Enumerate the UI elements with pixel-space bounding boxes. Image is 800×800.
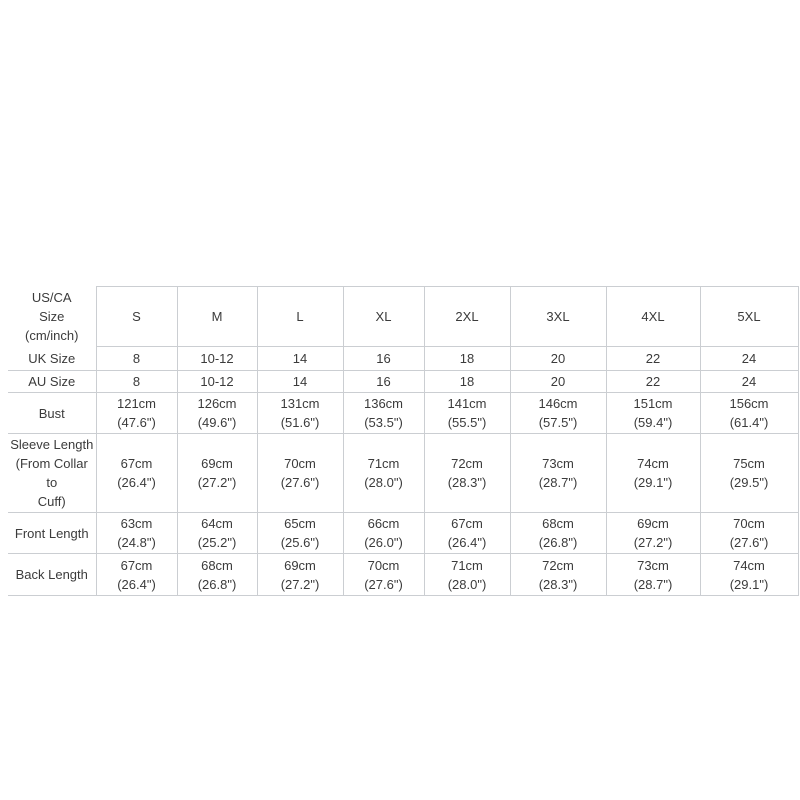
value-cell xyxy=(96,371,177,393)
cell-text-line: Bust xyxy=(38,405,65,421)
table-body xyxy=(8,347,798,596)
cell-text-line: (53.5") xyxy=(364,415,403,430)
cell-text-line: (55.5") xyxy=(447,415,487,430)
value-cell xyxy=(177,554,257,596)
value-cell xyxy=(257,393,343,434)
cell-text-line: 22 xyxy=(645,374,661,389)
value-cell xyxy=(606,347,700,371)
value-cell xyxy=(257,554,343,596)
cell-text-line: 16 xyxy=(376,374,391,389)
cell-text-line: (24.8") xyxy=(117,535,156,550)
cell-text-line: 68cm xyxy=(201,557,233,573)
cell-text-line: 8 xyxy=(132,351,141,366)
cell-text-line: (49.6") xyxy=(197,415,237,430)
cell-text-line: 63cm xyxy=(120,516,153,531)
value-cell xyxy=(177,434,257,513)
cell-text-line: (26.8") xyxy=(538,535,578,550)
cell-text-line: Cuff) xyxy=(37,494,66,509)
cell-text-line: (57.5") xyxy=(538,415,578,430)
cell-text-line: (29.1") xyxy=(633,475,673,490)
cell-text-line: (27.2") xyxy=(633,535,673,550)
cell-text-line: 141cm xyxy=(447,396,487,411)
cell-text-line: 73cm xyxy=(542,456,574,471)
cell-text-line: (29.5") xyxy=(729,475,769,490)
table-row xyxy=(8,513,798,554)
row-label-cell xyxy=(8,371,96,393)
cell-text-line: 74cm xyxy=(637,456,669,471)
value-cell xyxy=(343,554,424,596)
cell-text-line: AU Size xyxy=(28,374,76,389)
value-cell xyxy=(96,554,177,596)
cell-text-line: (51.6") xyxy=(280,415,320,430)
value-cell xyxy=(510,393,606,434)
value-cell xyxy=(177,393,257,434)
cell-text-line: (From Collar to xyxy=(15,456,88,490)
value-cell xyxy=(700,434,798,513)
cell-text-line: 73cm xyxy=(637,557,669,573)
value-cell xyxy=(606,434,700,513)
cell-text-line: 121cm xyxy=(116,396,157,411)
cell-text-line: 8 xyxy=(132,374,141,389)
cell-text-line: (28.3") xyxy=(538,576,578,592)
value-cell xyxy=(510,371,606,393)
cell-text-line: 16 xyxy=(376,351,391,366)
cell-text-line: 68cm xyxy=(542,516,574,531)
cell-text-line: 72cm xyxy=(451,456,483,471)
row-label-cell xyxy=(8,347,96,371)
cell-text-line: (27.6") xyxy=(364,576,403,592)
cell-text-line: 146cm xyxy=(538,396,578,411)
cell-text-line: (25.6") xyxy=(280,535,320,550)
cell-text-line: 64cm xyxy=(201,516,233,531)
value-cell xyxy=(606,371,700,393)
cell-text-line: (26.4") xyxy=(117,576,156,592)
value-cell xyxy=(510,434,606,513)
value-cell xyxy=(700,554,798,596)
table-row xyxy=(8,371,798,393)
cell-text-line: 14 xyxy=(292,351,308,366)
value-cell xyxy=(257,434,343,513)
cell-text-line: 24 xyxy=(741,374,757,389)
value-cell xyxy=(606,393,700,434)
value-cell xyxy=(424,513,510,554)
column-header-m: M xyxy=(177,287,257,347)
value-cell xyxy=(343,371,424,393)
row-label-cell xyxy=(8,513,96,554)
value-cell xyxy=(700,371,798,393)
cell-text-line: (25.2") xyxy=(197,535,237,550)
cell-text-line: 156cm xyxy=(729,396,769,411)
cell-text-line: (28.7") xyxy=(633,576,673,592)
column-header-2xl: 2XL xyxy=(424,287,510,347)
cell-text-line: (27.6") xyxy=(280,475,320,490)
cell-text-line: 70cm xyxy=(367,557,400,573)
row-label-cell xyxy=(8,393,96,434)
value-cell xyxy=(343,434,424,513)
cell-text-line: 126cm xyxy=(197,396,237,411)
value-cell xyxy=(177,513,257,554)
value-cell xyxy=(700,513,798,554)
value-cell xyxy=(700,347,798,371)
column-header-l: L xyxy=(257,287,343,347)
cell-text-line: (28.7") xyxy=(538,475,578,490)
cell-text-line: UK Size xyxy=(28,350,76,366)
corner-header-line: (cm/inch) xyxy=(25,328,79,343)
value-cell xyxy=(510,554,606,596)
value-cell xyxy=(177,347,257,371)
cell-text-line: 10-12 xyxy=(200,374,234,389)
cell-text-line: 14 xyxy=(292,374,308,389)
cell-text-line: 69cm xyxy=(201,456,233,471)
value-cell xyxy=(700,393,798,434)
row-label-cell xyxy=(8,554,96,596)
cell-text-line: 66cm xyxy=(367,516,400,531)
cell-text-line: 69cm xyxy=(284,557,316,573)
cell-text-line: 20 xyxy=(550,351,566,366)
table-row xyxy=(8,554,798,596)
cell-text-line: 69cm xyxy=(637,516,669,531)
value-cell xyxy=(343,513,424,554)
value-cell xyxy=(96,393,177,434)
cell-text-line: (27.2") xyxy=(197,475,237,490)
cell-text-line: (47.6") xyxy=(117,415,156,430)
cell-text-line: (26.0") xyxy=(364,535,403,550)
cell-text-line: (26.4") xyxy=(117,475,156,490)
size-chart-table xyxy=(8,286,799,596)
column-header-xl: XL xyxy=(343,287,424,347)
corner-header-line: US/CA xyxy=(31,290,72,305)
value-cell xyxy=(424,434,510,513)
cell-text-line: 136cm xyxy=(363,396,404,411)
value-cell xyxy=(177,371,257,393)
cell-text-line: 151cm xyxy=(633,396,673,411)
cell-text-line: 71cm xyxy=(451,557,483,573)
cell-text-line: (26.8") xyxy=(197,576,237,592)
cell-text-line: (28.0") xyxy=(447,576,487,592)
cell-text-line: (28.3") xyxy=(447,475,487,490)
value-cell xyxy=(510,347,606,371)
value-cell xyxy=(96,434,177,513)
cell-text-line: 72cm xyxy=(542,557,574,573)
cell-text-line: 24 xyxy=(741,351,757,366)
value-cell xyxy=(424,393,510,434)
column-header-5xl: 5XL xyxy=(700,287,798,347)
cell-text-line: 131cm xyxy=(280,396,320,411)
value-cell xyxy=(424,554,510,596)
column-header-4xl: 4XL xyxy=(606,287,700,347)
value-cell xyxy=(257,371,343,393)
cell-text-line: (26.4") xyxy=(447,535,487,550)
cell-text-line: 20 xyxy=(550,374,566,389)
value-cell xyxy=(606,513,700,554)
value-cell xyxy=(424,347,510,371)
cell-text-line: 74cm xyxy=(733,557,765,573)
cell-text-line: 18 xyxy=(459,351,475,366)
cell-text-line: 67cm xyxy=(120,456,153,471)
value-cell xyxy=(257,513,343,554)
cell-text-line: (59.4") xyxy=(633,415,673,430)
value-cell xyxy=(424,371,510,393)
cell-text-line: 75cm xyxy=(733,456,765,471)
cell-text-line: (28.0") xyxy=(364,475,403,490)
value-cell xyxy=(96,513,177,554)
cell-text-line: 67cm xyxy=(451,516,483,531)
value-cell xyxy=(510,513,606,554)
corner-header-cell xyxy=(8,287,96,347)
cell-text-line: 71cm xyxy=(367,456,400,471)
cell-text-line: 22 xyxy=(645,351,661,366)
cell-text-line: (27.2") xyxy=(280,576,320,592)
corner-header-line: Size xyxy=(39,309,65,324)
value-cell xyxy=(343,393,424,434)
cell-text-line: 67cm xyxy=(120,557,153,573)
cell-text-line: 70cm xyxy=(284,456,316,471)
table-row xyxy=(8,393,798,434)
value-cell xyxy=(606,554,700,596)
cell-text-line: 65cm xyxy=(284,516,316,531)
cell-text-line: (61.4") xyxy=(729,415,769,430)
value-cell xyxy=(96,347,177,371)
value-cell xyxy=(257,347,343,371)
cell-text-line: Back Length xyxy=(15,567,88,582)
table-row xyxy=(8,434,798,513)
cell-text-line: 70cm xyxy=(733,516,765,531)
cell-text-line: (29.1") xyxy=(729,576,769,592)
cell-text-line: Sleeve Length xyxy=(10,437,94,452)
column-header-3xl: 3XL xyxy=(510,287,606,347)
column-header-s: S xyxy=(96,287,177,347)
cell-text-line: (27.6") xyxy=(729,535,769,550)
header-row xyxy=(8,287,798,347)
value-cell xyxy=(343,347,424,371)
cell-text-line: 10-12 xyxy=(200,351,234,366)
row-label-cell xyxy=(8,434,96,513)
cell-text-line: 18 xyxy=(459,374,475,389)
table-row xyxy=(8,347,798,371)
cell-text-line: Front Length xyxy=(14,525,89,541)
